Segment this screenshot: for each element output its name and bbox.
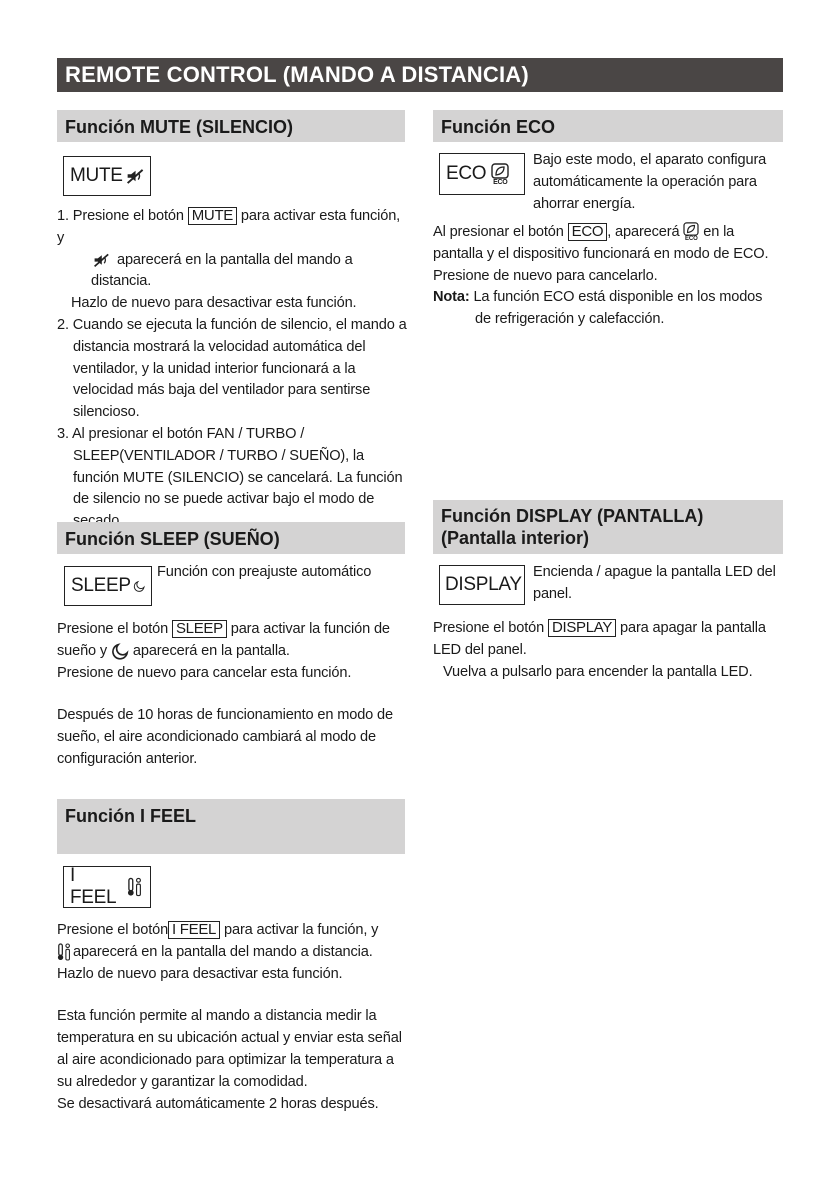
display-section-heading (433, 500, 783, 554)
display-line3: Vuelva a pulsarlo para encender la pantalla LED. (443, 663, 753, 680)
page-title: REMOTE CONTROL (MANDO A DISTANCIA) (57, 58, 783, 92)
sleep-instructions (57, 619, 409, 771)
mute-button-label: MUTE (70, 165, 123, 186)
mute-step1-line3: Hazlo de nuevo para desactivar esta función. (71, 295, 357, 312)
ifeel-key: I FEEL (168, 921, 220, 939)
sleep-section-heading: Función SLEEP (SUEÑO) (57, 522, 405, 554)
eco-section-heading: Función ECO (433, 110, 783, 142)
ifeel-line3: Hazlo de nuevo para desactivar esta función. (57, 965, 343, 982)
mute-button-illustration (63, 156, 151, 196)
sleep-key: SLEEP (172, 620, 227, 638)
eco-line1: Al presionar el botón ECO , aparecerá ECO en la (433, 223, 735, 243)
mute-key: MUTE (188, 207, 237, 225)
mute-step2: 2. Cuando se ejecuta la función de silencio, el mando a distancia mostrará la velocidad automática del ventilador, y la unidad interior funcionará a la velocidad más baja del ventilador para sentirse silencioso. (57, 316, 407, 421)
display-heading-line1: Función DISPLAY (PANTALLA) (441, 506, 704, 526)
thermometer-person-icon (57, 942, 73, 962)
display-caption: Encienda / apague la pantalla LED del panel. (533, 564, 776, 602)
eco-note: Nota: La función ECO está disponible en los modos (433, 289, 763, 306)
moon-icon (133, 576, 145, 596)
mute-step1-line1: 1. Presione el botón MUTE para activar esta función, y (57, 207, 401, 246)
mute-instructions (57, 206, 409, 533)
eco-caption: Bajo este modo, el aparato configura automáticamente la operación para ahorrar energía. (533, 152, 767, 212)
eco-leaf-icon: ECO (683, 222, 699, 242)
moon-icon (111, 642, 129, 660)
display-button-label: DISPLAY (445, 574, 522, 595)
ifeel-paragraph2: Esta función permite al mando a distancia medir la temperatura en su ubicación actual y enviar esta señal al aire acondicionado para optimizar la temperatura a su alrededor y garantizar la comodidad. (57, 1008, 402, 1090)
ifeel-section-heading: Función I FEEL (57, 799, 405, 854)
mute-step3: 3. Al presionar el botón FAN / TURBO / SLEEP(VENTILADOR / TURBO / SUEÑO), la función MUTE (SILENCIO) se cancelará. La función de silencio no se puede activar bajo el modo de (57, 425, 403, 508)
ifeel-instructions (57, 920, 409, 1115)
eco-key: ECO (568, 223, 608, 241)
display-button-illustration (439, 565, 525, 605)
display-heading-line2: (Pantalla interior) (441, 528, 590, 548)
display-line1: Presione el botón DISPLAY para apagar la pantalla (433, 619, 766, 636)
sleep-line1: Presione el botón SLEEP para activar la función de (57, 620, 390, 637)
display-instructions (433, 618, 785, 683)
ifeel-button-label: I FEEL (70, 865, 117, 908)
mute-step1-line2: aparecerá en la pantalla del mando a distancia. (91, 251, 353, 290)
mute-section-heading: Función MUTE (SILENCIO) (57, 110, 405, 142)
sleep-caption: Función con preajuste automático (157, 564, 372, 580)
eco-instructions (433, 222, 785, 331)
display-key: DISPLAY (548, 619, 616, 637)
sleep-paragraph2: Después de 10 horas de funcionamiento en modo de sueño, el aire acondicionado cambiará al modo de configuración anterior. (57, 707, 393, 767)
eco-button-label: ECO (446, 163, 487, 184)
ifeel-paragraph3: Se desactivará automáticamente 2 horas después. (57, 1095, 379, 1112)
ifeel-line2: aparecerá en la pantalla del mando a distancia. (57, 942, 409, 964)
sleep-button-illustration (64, 566, 152, 606)
ifeel-button-illustration (63, 866, 151, 908)
mute-icon (91, 252, 111, 268)
eco-note-line2: de refrigeración y calefacción. (475, 311, 665, 328)
eco-button-illustration (439, 153, 525, 195)
eco-leaf-icon: ECO (491, 163, 509, 186)
mute-icon (125, 166, 144, 186)
sleep-line3: Presione de nuevo para cancelar esta función. (57, 664, 352, 681)
display-line2: LED del panel. (433, 641, 527, 658)
thermometer-person-icon (127, 876, 144, 898)
sleep-button-label: SLEEP (71, 575, 131, 596)
ifeel-line1: Presione el botón I FEEL para activar la función, y (57, 921, 379, 938)
eco-paragraph: pantalla y el dispositivo funcionará en modo de ECO. Presione de nuevo para cancelarlo. (433, 245, 769, 284)
sleep-line2: sueño y aparecerá en la pantalla. (57, 642, 290, 659)
